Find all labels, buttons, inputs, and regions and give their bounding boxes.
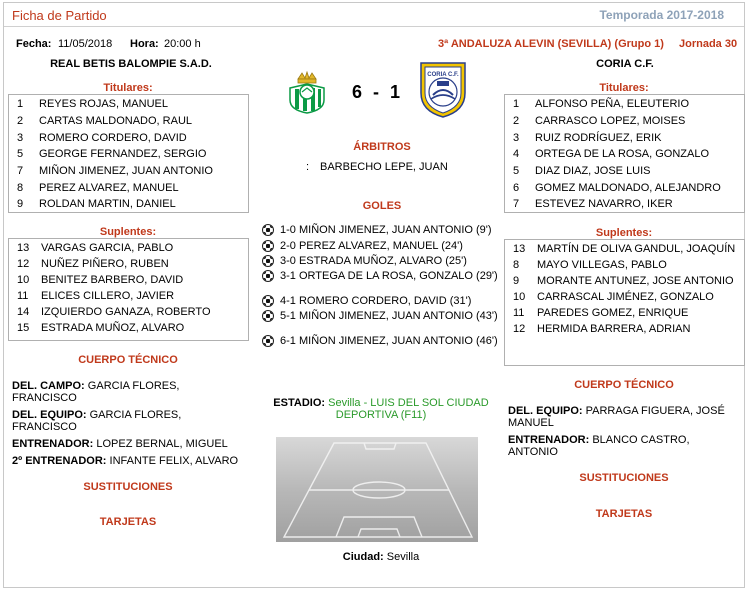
- soccer-ball-icon: [262, 255, 274, 267]
- staff-name: PARRAGA FIGUERA, JOSÉ MANUEL: [508, 405, 725, 429]
- player-number: 7: [513, 198, 520, 211]
- round-label: Jornada 30: [679, 38, 738, 50]
- player-name: VARGAS GARCIA, PABLO: [41, 242, 174, 254]
- goal-score: 1-0: [280, 224, 296, 236]
- player-name: CARRASCO LOPEZ, MOISES: [535, 115, 686, 128]
- player-number: 3: [17, 131, 24, 144]
- coria-crest-icon: [417, 59, 469, 119]
- staff-role: DEL. EQUIPO:: [12, 409, 87, 421]
- goal-score: 6-1: [280, 335, 296, 347]
- staff-name: GARCIA FLORES, FRANCISCO: [12, 380, 180, 404]
- player-row: [9, 129, 248, 146]
- estadio-value: Sevilla - LUIS DEL SOL CIUDAD DEPORTIVA (F11): [328, 397, 489, 421]
- player-number: 5: [17, 148, 24, 161]
- goal-text: [280, 255, 502, 267]
- home-sustituciones-label: SUSTITUCIONES: [83, 481, 173, 493]
- match-time: 20:00 h: [164, 38, 201, 50]
- player-row: [505, 241, 744, 257]
- player-row: [9, 179, 248, 196]
- staff-name: INFANTE FELIX, ALVARO: [109, 455, 239, 467]
- goles-label: GOLES: [362, 200, 402, 212]
- home-score: 6: [352, 82, 363, 102]
- player-name: MARTÍN DE OLIVA GANDUL, JOAQUÍN: [537, 243, 736, 255]
- player-number: 6: [513, 181, 520, 194]
- staff-role: ENTRENADOR:: [508, 434, 590, 446]
- soccer-ball-icon: [262, 224, 274, 236]
- player-row: [505, 146, 744, 163]
- goal-score: 3-1: [280, 270, 296, 282]
- player-name: DIAZ DIAZ, JOSE LUIS: [535, 165, 651, 178]
- player-row: [9, 240, 248, 256]
- player-row: [505, 113, 744, 130]
- goal-score: 2-0: [280, 240, 296, 252]
- player-row: [9, 113, 248, 130]
- player-name: ELICES CILLERO, JAVIER: [41, 290, 175, 302]
- goal-score: 4-1: [280, 295, 296, 307]
- goal-score: 3-0: [280, 255, 296, 267]
- away-suplentes-label: Suplentes:: [595, 227, 653, 239]
- player-number: 10: [17, 274, 30, 286]
- goal-text: [280, 240, 502, 252]
- player-number: 13: [513, 243, 526, 255]
- home-suplentes-label: Suplentes:: [99, 226, 157, 238]
- player-row: [505, 321, 744, 337]
- estadio-block: [262, 397, 500, 421]
- player-name: GOMEZ MALDONADO, ALEJANDRO: [535, 181, 721, 194]
- player-number: 13: [17, 242, 30, 254]
- goal-scorer: MIÑON JIMENEZ, JUAN ANTONIO (9'): [298, 224, 492, 236]
- player-number: 1: [513, 98, 520, 111]
- away-team-name: CORIA C.F.: [596, 58, 654, 70]
- player-name: ESTRADA MUÑOZ, ALVARO: [41, 322, 185, 334]
- goal-entry: [262, 335, 502, 347]
- staff-role: DEL. EQUIPO:: [508, 405, 583, 417]
- player-number: 9: [513, 275, 520, 287]
- arbitros-label: ÁRBITROS: [353, 141, 411, 153]
- player-name: ROMERO CORDERO, DAVID: [39, 131, 187, 144]
- player-name: REYES ROJAS, MANUEL: [39, 98, 168, 111]
- away-titulares-label: Titulares:: [599, 82, 649, 94]
- player-name: NUÑEZ PIÑERO, RUBEN: [41, 258, 169, 270]
- estadio-label: ESTADIO:: [273, 397, 326, 409]
- soccer-ball-icon: [262, 270, 274, 282]
- player-name: CARTAS MALDONADO, RAUL: [39, 115, 193, 128]
- staff-name: GARCIA FLORES, FRANCISCO: [12, 409, 182, 433]
- player-name: PEREZ ALVAREZ, MANUEL: [39, 181, 179, 194]
- home-tarjetas-label: TARJETAS: [99, 516, 157, 528]
- player-row: [505, 163, 744, 180]
- ciudad-value: Sevilla: [386, 551, 420, 563]
- player-row: [505, 96, 744, 113]
- home-team-name: REAL BETIS BALOMPIE S.A.D.: [50, 58, 212, 70]
- ciudad-label: Ciudad:: [342, 551, 384, 563]
- player-name: ORTEGA DE LA ROSA, GONZALO: [535, 148, 710, 161]
- soccer-ball-icon: [262, 310, 274, 322]
- soccer-ball-icon: [262, 335, 274, 347]
- player-row: [9, 196, 248, 213]
- player-row: [9, 146, 248, 163]
- ciudad-block: [262, 551, 500, 563]
- goal-scorer: ESTRADA MUÑOZ, ALVARO (25'): [298, 255, 467, 267]
- away-sustituciones-label: SUSTITUCIONES: [579, 472, 669, 484]
- goal-entry: [262, 310, 502, 322]
- season-label: Temporada 2017-2018: [599, 8, 724, 22]
- staff-entry: [508, 405, 740, 429]
- goal-text: [280, 335, 502, 347]
- player-number: 1: [17, 98, 24, 111]
- player-number: 15: [17, 322, 30, 334]
- goal-entry: [262, 255, 502, 267]
- home-suplentes-box: [8, 238, 249, 341]
- competition-name: 3ª ANDALUZA ALEVIN (SEVILLA) (Grupo 1): [438, 38, 664, 50]
- pitch-image: [276, 437, 478, 542]
- player-name: MORANTE ANTUNEZ, JOSE ANTONIO: [537, 275, 734, 287]
- player-number: 10: [513, 291, 526, 303]
- player-name: BENITEZ BARBERO, DAVID: [41, 274, 184, 286]
- player-row: [505, 305, 744, 321]
- goal-entry: [262, 295, 502, 307]
- player-row: [9, 320, 248, 336]
- player-number: 3: [513, 131, 520, 144]
- score-separator: -: [373, 82, 379, 102]
- staff-name: BLANCO CASTRO, ANTONIO: [508, 434, 690, 458]
- player-row: [9, 256, 248, 272]
- player-row: [9, 304, 248, 320]
- away-suplentes-box: [504, 239, 745, 366]
- player-number: 8: [513, 259, 520, 271]
- player-row: [505, 289, 744, 305]
- soccer-ball-icon: [262, 295, 274, 307]
- goal-scorer: ORTEGA DE LA ROSA, GONZALO (29'): [298, 270, 498, 282]
- staff-entry: [12, 380, 244, 404]
- player-row: [9, 96, 248, 113]
- player-number: 5: [513, 165, 520, 178]
- away-tarjetas-label: TARJETAS: [595, 508, 653, 520]
- goal-scorer: MIÑON JIMENEZ, JUAN ANTONIO (43'): [298, 310, 498, 322]
- away-cuerpo-label: CUERPO TÉCNICO: [574, 379, 674, 391]
- soccer-ball-icon: [262, 240, 274, 252]
- player-name: RUIZ RODRÍGUEZ, ERIK: [535, 131, 662, 144]
- player-number: 11: [17, 290, 29, 302]
- player-name: PAREDES GOMEZ, ENRIQUE: [537, 307, 689, 319]
- player-name: CARRASCAL JIMÉNEZ, GONZALO: [537, 291, 714, 303]
- player-name: MIÑON JIMENEZ, JUAN ANTONIO: [39, 165, 213, 178]
- player-number: 8: [17, 181, 24, 194]
- header-bar: [4, 3, 744, 27]
- player-number: 7: [17, 165, 24, 178]
- player-name: MAYO VILLEGAS, PABLO: [537, 259, 667, 271]
- time-label: Hora:: [130, 38, 159, 50]
- player-name: ALFONSO PEÑA, ELEUTERIO: [535, 98, 690, 111]
- player-number: 11: [513, 307, 525, 319]
- goal-scorer: MIÑON JIMENEZ, JUAN ANTONIO (46'): [298, 335, 498, 347]
- player-name: HERMIDA BARRERA, ADRIAN: [537, 323, 691, 335]
- betis-crest-icon: [284, 70, 330, 114]
- arbitro-name: BARBECHO LEPE, JUAN: [320, 161, 448, 173]
- staff-name: LOPEZ BERNAL, MIGUEL: [96, 438, 228, 450]
- staff-entry: [508, 434, 740, 458]
- staff-role: DEL. CAMPO:: [12, 380, 85, 392]
- home-cuerpo-label: CUERPO TÉCNICO: [78, 354, 178, 366]
- player-name: ROLDAN MARTIN, DANIEL: [39, 198, 176, 211]
- date-label: Fecha:: [16, 38, 52, 50]
- goal-text: [280, 295, 502, 307]
- player-name: IZQUIERDO GANAZA, ROBERTO: [41, 306, 211, 318]
- goal-text: [280, 224, 502, 236]
- player-row: [9, 272, 248, 288]
- staff-entry: [12, 455, 244, 467]
- player-number: 12: [17, 258, 30, 270]
- coria-crest-text: CORIA C.F.: [427, 72, 459, 78]
- goal-score: 5-1: [280, 310, 296, 322]
- goal-scorer: PEREZ ALVAREZ, MANUEL (24'): [298, 240, 463, 252]
- player-row: [505, 196, 744, 213]
- player-number: 2: [513, 115, 520, 128]
- home-titulares-box: [8, 94, 249, 213]
- match-date: 11/05/2018: [58, 38, 113, 50]
- goal-entry: [262, 240, 502, 252]
- player-number: 9: [17, 198, 24, 211]
- staff-role: 2º ENTRENADOR:: [12, 455, 107, 467]
- player-name: ESTEVEZ NAVARRO, IKER: [535, 198, 673, 211]
- goal-text: [280, 270, 502, 282]
- player-name: GEORGE FERNANDEZ, SERGIO: [39, 148, 207, 161]
- player-row: [9, 288, 248, 304]
- goal-scorer: ROMERO CORDERO, DAVID (31'): [298, 295, 472, 307]
- away-titulares-box: [504, 94, 745, 213]
- player-row: [505, 273, 744, 289]
- player-row: [505, 257, 744, 273]
- goal-entry: [262, 224, 502, 236]
- staff-role: ENTRENADOR:: [12, 438, 94, 450]
- home-titulares-label: Titulares:: [103, 82, 153, 94]
- player-row: [505, 179, 744, 196]
- staff-entry: [12, 438, 244, 450]
- goal-text: [280, 310, 502, 322]
- player-row: [505, 129, 744, 146]
- arbitro-role: :: [306, 161, 310, 173]
- goal-entry: [262, 270, 502, 282]
- player-number: 2: [17, 115, 24, 128]
- player-number: 14: [17, 306, 30, 318]
- player-row: [9, 163, 248, 180]
- player-number: 12: [513, 323, 526, 335]
- away-score: 1: [390, 82, 401, 102]
- player-number: 4: [513, 148, 520, 161]
- staff-entry: [12, 409, 244, 433]
- page-title: Ficha de Partido: [12, 8, 107, 23]
